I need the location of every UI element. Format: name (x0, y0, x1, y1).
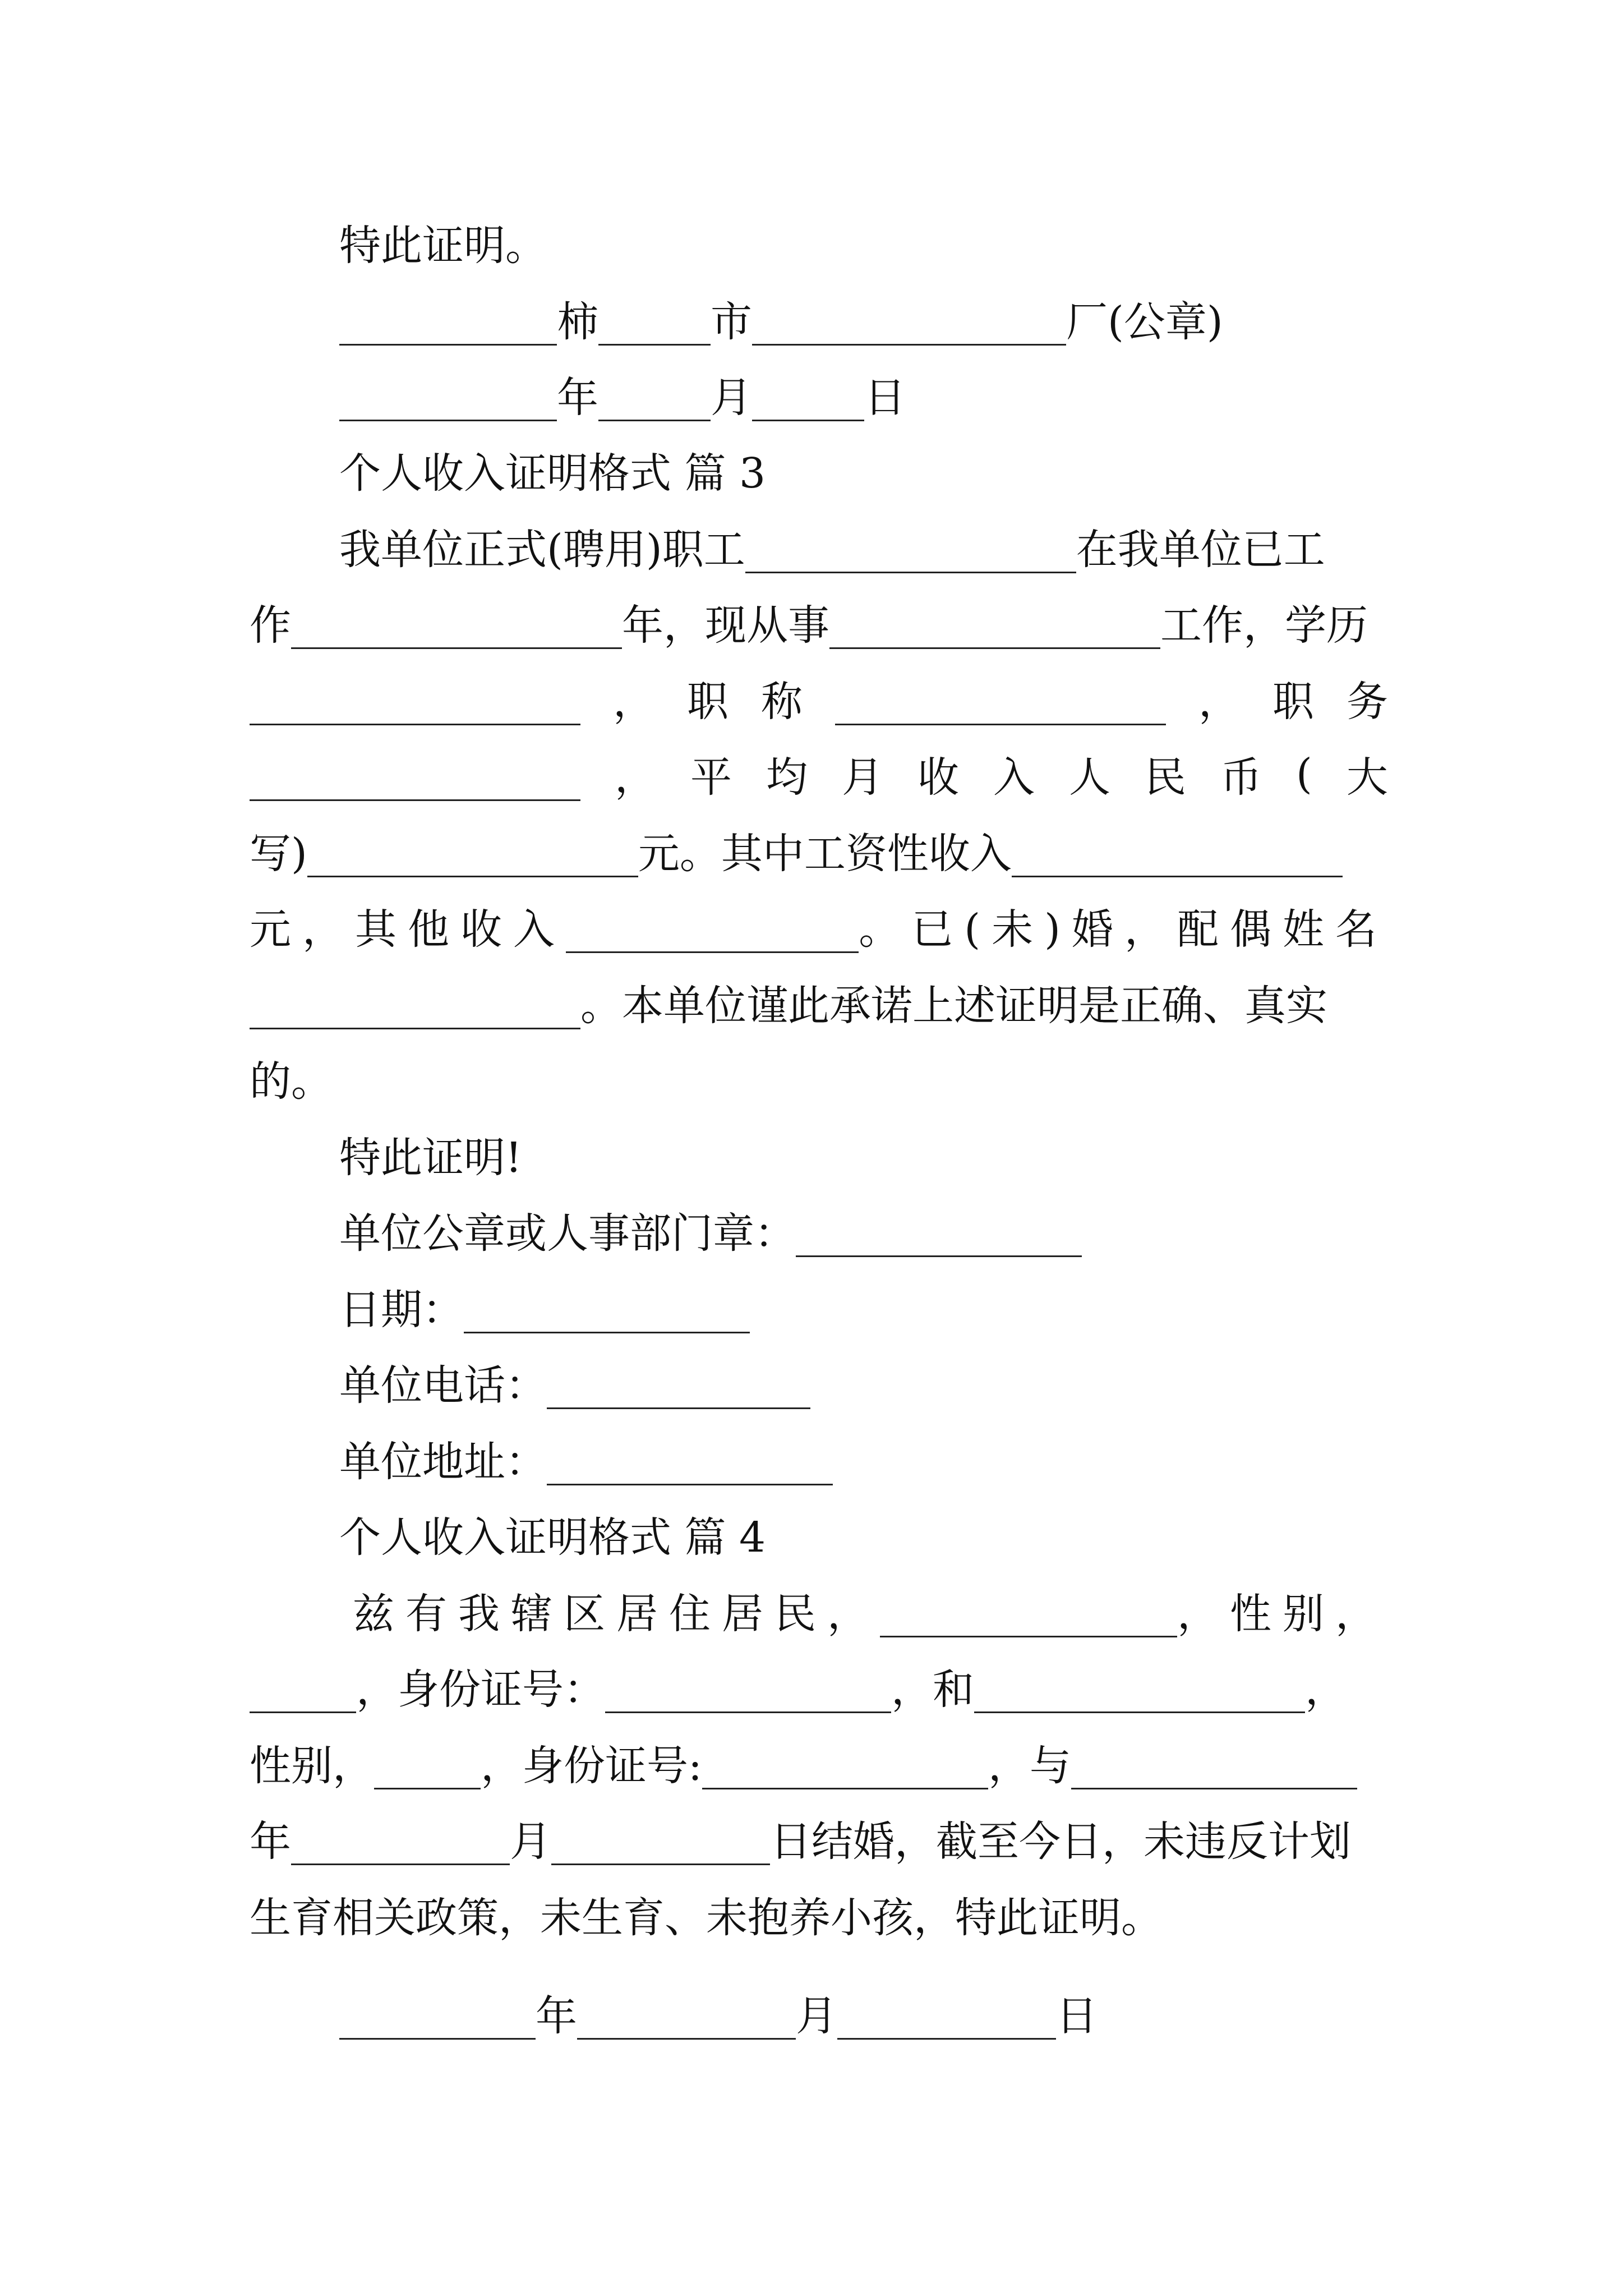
phone-field: 单位电话： (250, 1349, 1388, 1416)
blank (752, 292, 1066, 346)
blank (796, 1204, 1082, 1257)
blank (745, 520, 1076, 573)
blank (829, 596, 1160, 649)
blank (339, 292, 557, 346)
blank (250, 748, 580, 801)
blank (835, 672, 1166, 725)
p4-line-c: 性别， ，身份证号: ，与 (250, 1729, 1388, 1796)
p3-line-h: 的。 (250, 1057, 333, 1106)
blank (307, 824, 638, 877)
blank (339, 1986, 536, 2040)
blank (880, 1584, 1177, 1637)
blank (547, 1356, 810, 1409)
day-label: 日 (1056, 1992, 1098, 2040)
month-label: 月 (711, 374, 752, 422)
seal-line (250, 285, 1388, 352)
blank (598, 368, 711, 421)
p4-line-b: ，身份证号： ，和 ， (250, 1653, 1388, 1720)
blank (566, 900, 859, 953)
day-label: 日 (864, 374, 906, 422)
blank (752, 368, 864, 421)
p3-line-e: 写) 元。其中工资性收入 (250, 817, 1388, 884)
year-label: 年 (557, 374, 598, 422)
blank (339, 368, 557, 421)
date-line-2 (250, 1979, 1388, 2046)
blank (1012, 824, 1343, 877)
seal-field: 单位公章或人事部门章： (250, 1197, 1388, 1264)
month-label: 月 (796, 1992, 837, 2040)
blank (577, 1986, 796, 2040)
section-heading-4: 个人收入证明格式 篇 4 (339, 1513, 766, 1562)
p4-line-d: 年 月 日结婚，截至今日，未违反计划 (250, 1805, 1388, 1872)
blank (702, 1736, 988, 1789)
p3-line-c: ， 职 称 ， 职 务 (250, 665, 1388, 732)
blank (374, 1736, 481, 1789)
date-line-1 (250, 361, 1388, 428)
certify-line-2: 特此证明! (339, 1134, 522, 1182)
year-label: 年 (536, 1992, 577, 2040)
p3-line-f: 元，其他收入 。已(未)婚，配偶姓名 (250, 892, 1388, 960)
p3-line-d: ， 平 均 月 收 入 人 民 币 ( 大 (250, 740, 1388, 808)
city-label: 柿 (557, 298, 598, 346)
certify-text: 特此证明。 (339, 222, 547, 270)
blank (837, 1986, 1056, 2040)
blank (250, 1660, 356, 1713)
p3-line-b: 作 年，现从事 工作，学历 (250, 588, 1388, 656)
p3-line-a: 我单位正式(聘用)职工 在我单位已工 (250, 513, 1388, 580)
city-suffix: 市 (711, 298, 752, 346)
blank (551, 1812, 770, 1865)
blank (250, 976, 580, 1029)
blank (598, 292, 711, 346)
p4-line-a: 兹有我辖区居住居民， ，性别， (250, 1577, 1388, 1644)
blank (250, 672, 580, 725)
factory-seal-label: 厂(公章) (1066, 298, 1223, 346)
blank (464, 1280, 750, 1333)
p4-line-e: 生育相关政策，未生育、未抱养小孩，特此证明。 (250, 1894, 1163, 1942)
section-heading-3: 个人收入证明格式 篇 3 (339, 449, 766, 498)
certify-line-1 (250, 209, 1388, 276)
p3-line-g: 。本单位谨此承诺上述证明是正确、真实 (250, 969, 1388, 1036)
address-field: 单位地址： (250, 1425, 1388, 1492)
blank (1071, 1736, 1357, 1789)
blank (974, 1660, 1305, 1713)
blank (291, 1812, 510, 1865)
blank (605, 1660, 891, 1713)
blank (291, 596, 622, 649)
blank (547, 1432, 833, 1485)
date-field: 日期： (250, 1273, 1388, 1340)
